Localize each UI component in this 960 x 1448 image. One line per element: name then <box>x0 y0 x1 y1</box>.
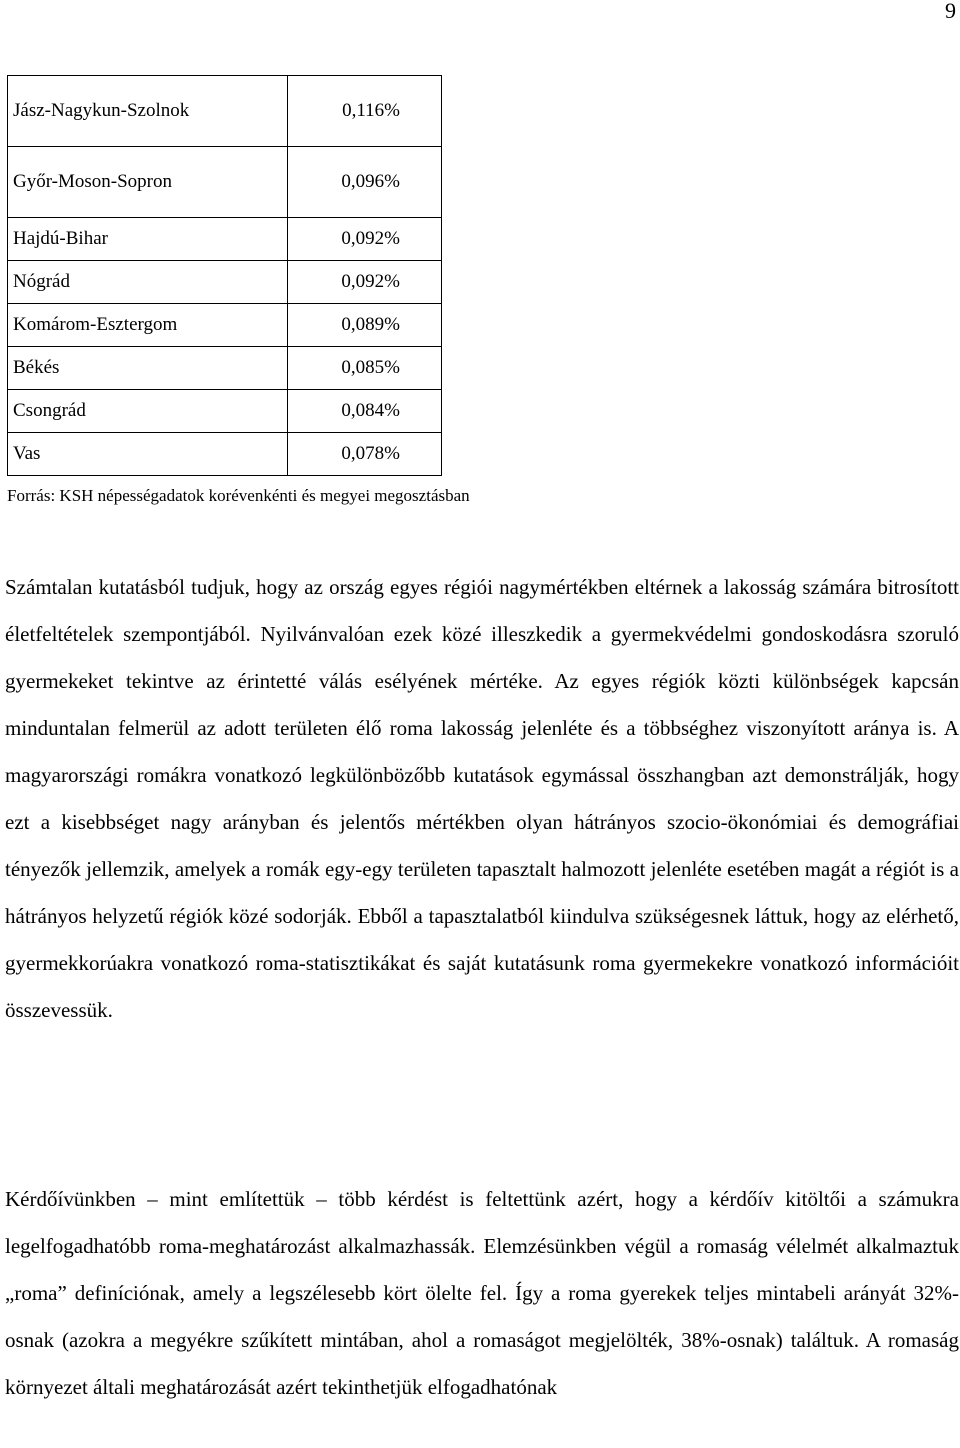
county-value: 0,096% <box>288 147 442 218</box>
county-name: Jász-Nagykun-Szolnok <box>8 76 288 147</box>
table-row <box>8 218 442 261</box>
page-number: 9 <box>945 0 956 23</box>
table-row <box>8 147 442 218</box>
county-name: Hajdú-Bihar <box>8 218 288 261</box>
table-row <box>8 304 442 347</box>
county-value: 0,089% <box>288 304 442 347</box>
county-name: Győr-Moson-Sopron <box>8 147 288 218</box>
county-name: Komárom-Esztergom <box>8 304 288 347</box>
table-row <box>8 433 442 476</box>
table-row <box>8 390 442 433</box>
county-value: 0,092% <box>288 218 442 261</box>
county-name: Békés <box>8 347 288 390</box>
body-paragraph-2: Kérdőívünkben – mint említettük – több kérdést is feltettünk azért, hogy a kérdőív kitöltői a számukra legelfogadhatóbb roma-meghatározást alkalmazhassák. Elemzésünkben végül a romaság vélelmét alkalmaztuk „roma” definíciónak, amely a legszélesebb kört ölelte fel. Így a roma gyerekek teljes mintabeli arányát 32%-osnak (azokra a megyékre szűkített mintában, ahol a romaságot megjelölték, 38%-osnak) találtuk. A romaság környezet általi meghatározását azért tekinthetjük elfogadhatónak <box>5 1187 959 1399</box>
table-row <box>8 76 442 147</box>
county-percentage-table <box>7 75 442 476</box>
county-name: Vas <box>8 433 288 476</box>
county-value: 0,084% <box>288 390 442 433</box>
table-row <box>8 347 442 390</box>
county-name: Csongrád <box>8 390 288 433</box>
county-value: 0,078% <box>288 433 442 476</box>
table-row <box>8 261 442 304</box>
county-value: 0,085% <box>288 347 442 390</box>
county-value: 0,116% <box>288 76 442 147</box>
table-source-note: Forrás: KSH népességadatok korévenkénti és megyei megosztásban <box>7 486 470 505</box>
county-value: 0,092% <box>288 261 442 304</box>
body-paragraph-1: Számtalan kutatásból tudjuk, hogy az ország egyes régiói nagymértékben eltérnek a lakosság számára bitrosított életfeltételek szempontjából. Nyilvánvalóan ezek közé illeszkedik a gyermekvédelmi gondoskodásra szoruló gyermekeket tekintve az érintetté válás esélyének mértéke. Az egyes régiók közti különbségek kapcsán minduntalan felmerül az adott területen élő roma lakosság jelenléte és a többséghez viszonyított aránya is. A magyarországi romákra vonatkozó legkülönbözőbb kutatások egymással összhangban azt demonstrálják, hogy ezt a kisebbséget nagy arányban és jelentős mértékben olyan hátrányos szocio-ökonómiai és demográfiai tényezők jellemzik, amelyek a romák egy-egy területen tapasztalt halmozott jelenléte esetében magát a régiót is a hátrányos helyzetű régiók közé sodorják. Ebből a tapasztalatból kiindulva szükségesnek láttuk, hogy az elérhető, gyermekkorúakra vonatkozó roma-statisztikákat és saját kutatásunk roma gyermekekre vonatkozó információit összevessük. <box>5 575 959 1022</box>
county-name: Nógrád <box>8 261 288 304</box>
